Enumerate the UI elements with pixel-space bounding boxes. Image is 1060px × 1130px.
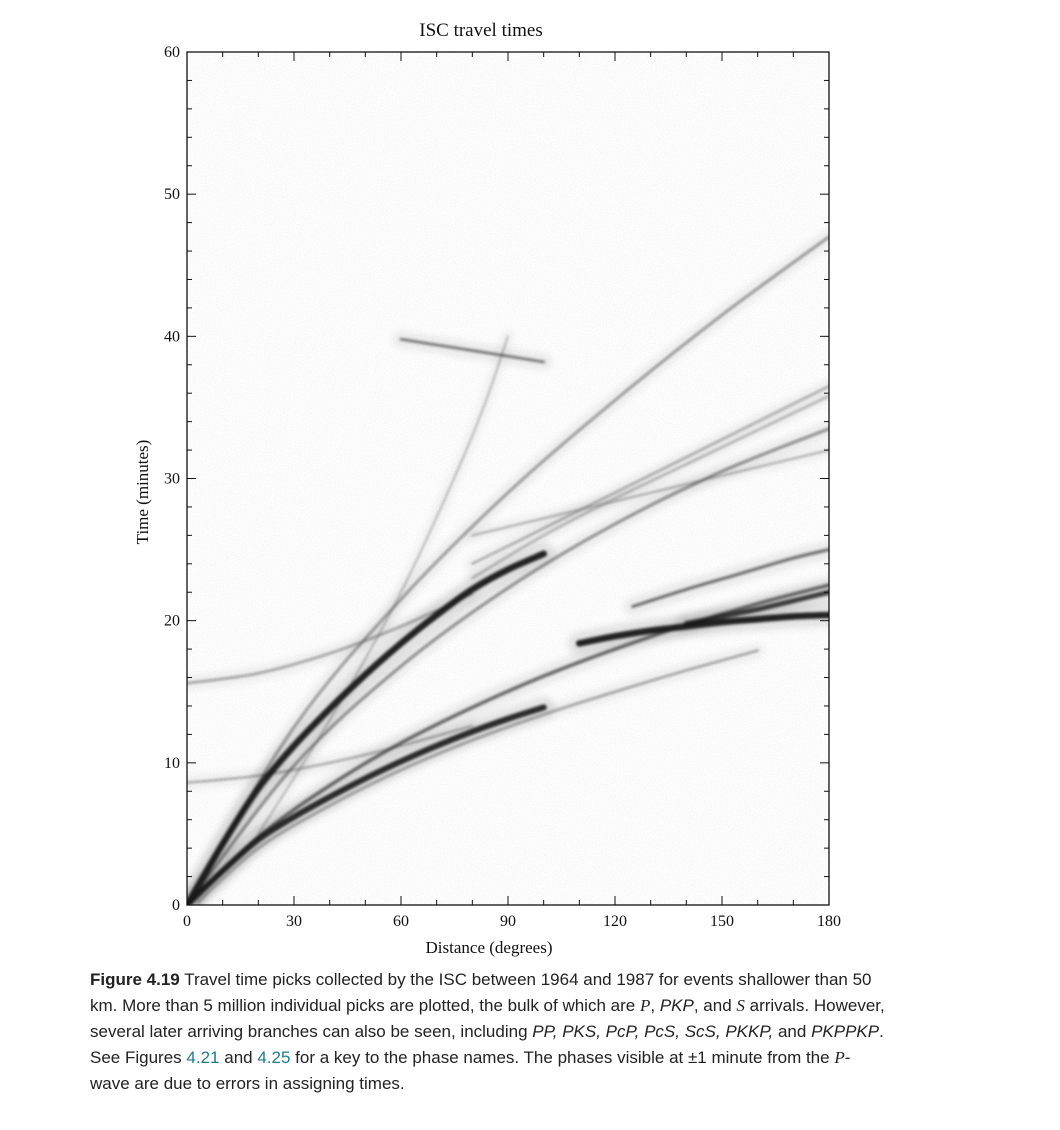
y-axis-label: Time (minutes) <box>133 439 152 545</box>
caption-p-wave: P <box>834 1048 845 1067</box>
y-tick-label: 20 <box>164 612 180 630</box>
x-axis-tick-labels <box>183 913 841 930</box>
y-tick-label: 50 <box>164 186 180 204</box>
caption-text-2: arrivals. However, several later arriving branches can also be seen, including <box>90 996 885 1041</box>
y-tick-label: 0 <box>172 897 180 914</box>
x-tick-label: 180 <box>817 913 841 930</box>
caption-text-5: -wave are due to errors in assigning times. <box>90 1048 851 1093</box>
plot-area <box>187 52 829 905</box>
caption-phase-p: P <box>639 996 651 1015</box>
x-tick-label: 90 <box>500 913 516 930</box>
y-tick-label: 10 <box>164 754 180 772</box>
caption-text-3: . See Figures <box>90 1022 884 1067</box>
x-tick-label: 150 <box>710 913 734 930</box>
caption-sep-2: , and <box>693 996 732 1015</box>
y-tick-label: 40 <box>164 328 180 346</box>
caption-and: and <box>777 1022 807 1041</box>
y-axis-tick-labels <box>164 44 180 914</box>
x-tick-label: 30 <box>286 913 302 930</box>
caption-text-1: Travel time picks collected by the ISC between 1964 and 1987 for events shallower than 50 km. More than 5 million individual picks are plotted, the bulk of which are <box>90 970 872 1015</box>
y-tick-label: 60 <box>164 44 180 61</box>
chart-title: ISC travel times <box>419 20 543 41</box>
caption-phase-pkppkp: PKPPKP <box>811 1022 880 1041</box>
x-tick-label: 120 <box>603 913 627 930</box>
caption-sep-1: , <box>650 996 656 1015</box>
caption-phase-pkp: PKP <box>659 996 694 1015</box>
caption-phase-s: S <box>736 996 745 1015</box>
figure-link-4-25[interactable]: 4.25 <box>257 1048 291 1067</box>
caption-text-4: for a key to the phase names. The phases visible at ±1 minute from the <box>295 1048 830 1067</box>
x-tick-label: 60 <box>393 913 409 930</box>
x-axis-label: Distance (degrees) <box>425 938 553 957</box>
caption-figure-label: Figure 4.19 <box>90 970 180 989</box>
x-tick-label: 0 <box>183 913 191 930</box>
y-tick-label: 30 <box>164 470 180 488</box>
caption-and-2: and <box>224 1048 253 1067</box>
caption-phase-list: PP, PKS, PcP, PcS, ScS, PKKP, <box>532 1022 774 1041</box>
figure-link-4-21[interactable]: 4.21 <box>186 1048 220 1067</box>
figure-caption <box>90 967 890 1097</box>
